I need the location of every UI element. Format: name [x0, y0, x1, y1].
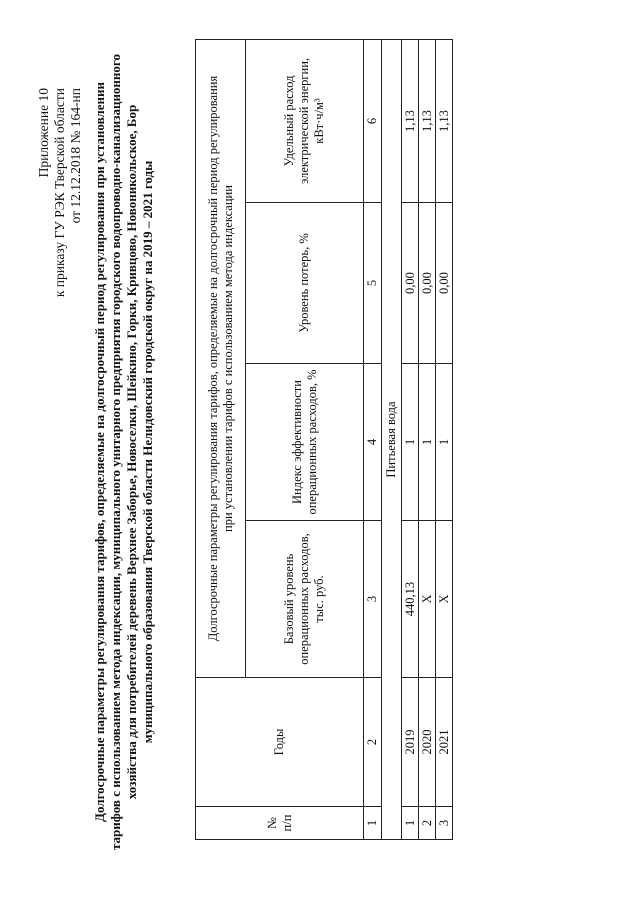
row-loss: 0,00 — [402, 203, 419, 364]
row-base: X — [419, 521, 436, 678]
document-title — [92, 40, 156, 864]
table-row — [436, 40, 453, 840]
header-row-group — [196, 40, 246, 840]
numbering-cell: 1 — [364, 807, 382, 840]
row-num: 1 — [402, 807, 419, 840]
header-group-line-1: Долгосрочные параметры регулирования тарифов, определяемые на долгосрочный период регулирования — [205, 75, 220, 642]
row-index: 1 — [402, 364, 419, 521]
table-row — [402, 40, 419, 840]
header-group — [196, 40, 246, 678]
numbering-row — [364, 40, 382, 840]
header-col-base: Базовый уровень операционных расходов, тыс. руб. — [246, 521, 364, 678]
row-base: 440,13 — [402, 521, 419, 678]
row-loss: 0,00 — [436, 203, 453, 364]
appendix-line-2: к приказу ГУ РЭК Тверской области — [52, 88, 67, 298]
row-index: 1 — [436, 364, 453, 521]
row-year: 2021 — [436, 678, 453, 807]
numbering-cell: 4 — [364, 364, 382, 521]
table-row — [419, 40, 436, 840]
numbering-cell: 3 — [364, 521, 382, 678]
title-line-4: муниципального образования Тверской области Нелидовский городской округ на 2019 – 2021 годы — [140, 160, 155, 744]
title-line-3: хозяйства для потребителей деревень Верхнее Заборье, Новоселки, Шейкино, Горки, Кривцово, Новоникольское, Бор — [124, 104, 139, 800]
row-energy: 1,13 — [419, 40, 436, 203]
header-group-line-2: при установлении тарифов с использованием метода индексации — [220, 185, 235, 532]
header-col-energy: Удельный расход электрической энергии, кВт·ч/м³ — [246, 40, 364, 203]
header-num: № п/п — [196, 807, 364, 840]
section-row — [382, 40, 402, 840]
row-loss: 0,00 — [419, 203, 436, 364]
row-num: 2 — [419, 807, 436, 840]
row-index: 1 — [419, 364, 436, 521]
row-num: 3 — [436, 807, 453, 840]
numbering-cell: 6 — [364, 40, 382, 203]
title-line-1: Долгосрочные параметры регулирования тарифов, определяемые на долгосрочный период регулирования при установлении — [92, 82, 107, 822]
row-year: 2020 — [419, 678, 436, 807]
header-col-index: Индекс эффективности операционных расходов, % — [246, 364, 364, 521]
parameters-table — [195, 39, 453, 840]
appendix-line-1: Приложение 10 — [36, 88, 51, 178]
row-year: 2019 — [402, 678, 419, 807]
appendix-line-3: от 12.12.2018 № 164-нп — [68, 88, 83, 224]
appendix-note — [36, 88, 84, 297]
row-base: X — [436, 521, 453, 678]
numbering-cell: 5 — [364, 203, 382, 364]
section-label: Питьевая вода — [382, 40, 402, 840]
row-energy: 1,13 — [436, 40, 453, 203]
header-years: Годы — [196, 678, 364, 807]
row-energy: 1,13 — [402, 40, 419, 203]
title-line-2: тарифов с использованием метода индексации, муниципального унитарного предприятия городского водопроводно-канализационного — [108, 54, 123, 850]
numbering-cell: 2 — [364, 678, 382, 807]
header-col-loss: Уровень потерь, % — [246, 203, 364, 364]
